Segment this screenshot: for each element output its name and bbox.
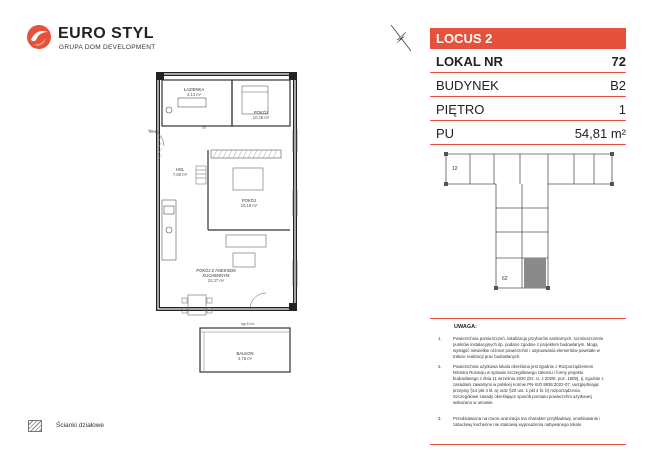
hg-mark: hg=10 m [241,322,255,326]
info-label: PU [436,126,455,141]
room-area-hall: 7,86 m² [172,172,188,177]
note-text: Powierzchnia użytkowa lokalu określona jest zgodnie z Rozporządzeniem Ministra Rozwoju w sprawie szczegółowego zakresu i formy projektu budowlanego z dnia 11 września 2020 (Dz. U. z 2020r. poz. 1609), tj. zgodnie z zasadami zawartymi w polskiej normie PN-ISO 9836:2022-07, uwzględniając przepisy §14 pkt 4 lit. a) oraz §20 ust. 1 pkt 4 lit. b) rozporządzenia. Szczegółowe zasady określające sposób pomiaru powierzchni użytkowej wskazano w umowie. [453,364,604,405]
notes-divider-bottom [430,444,626,445]
room-label-bathroom: ŁAZIENKA [183,87,205,92]
info-value: B2 [610,78,626,93]
key-plan-number: 12 [452,166,458,172]
floor-plan-drawing [138,70,313,376]
hn-mark: hn=1m [149,130,160,134]
hatch-swatch-icon [28,420,42,432]
legend [28,420,228,434]
room-label-bedroom-middle: POKÓJ [241,198,257,203]
info-value: 72 [611,54,626,69]
highlighted-unit [524,258,546,288]
legend-label: Ścianki działowe [56,422,105,429]
notes-divider-top [430,318,626,319]
info-row-floor [430,98,626,121]
note-text: Przedstawiona na rzucie aranżacja ma charakter przykładowy, umeblowanie i zabudowy kuchenne nie stanowią wyposażenia nabywanego lokalu [453,416,601,427]
room-area-bathroom: 4,14 m² [186,92,202,97]
room-label-bedroom-top: POKÓJ [253,110,269,115]
notes-title: UWAGA: [454,324,477,330]
building-key-plan [436,140,624,300]
brand-logo [26,24,166,54]
note-number: 3. [438,416,442,421]
info-row-unit [430,50,626,73]
floor-plan [138,70,313,376]
euro-styl-logo-icon [26,24,52,50]
info-value: 1 [618,102,626,117]
room-area-living-kitchen: 22,37 m² [207,278,225,283]
door-mark: 70 [202,126,206,130]
info-label: PIĘTRO [436,102,485,117]
room-area-bedroom-middle: 10,19 m² [240,203,258,208]
info-value: 54,81 m² [574,126,626,141]
info-label: BUDYNEK [436,78,499,93]
info-row-building [430,74,626,97]
room-area-bedroom-top: 10,25 m² [252,115,270,120]
note-number: 2. [438,364,442,369]
room-label-living-kitchen-line2: KUCHENNYM [202,273,230,278]
note-number: 1. [438,336,442,341]
room-label-balcony: BALKON [236,351,254,356]
project-header [430,28,626,49]
key-plan-drawing [436,140,624,300]
room-label-hall: HOL [175,167,185,172]
project-name: LOCUS 2 [436,31,493,46]
key-plan-number: 62 [502,276,508,282]
info-label: LOKAL NR [436,54,503,69]
brand-subtitle: GRUPA DOM DEVELOPMENT [59,44,156,51]
notes-section [430,318,626,448]
brand-name: EURO STYL [58,25,155,42]
room-label-living-kitchen: POKÓJ Z ANEKSEM [196,268,236,273]
north-compass-icon [388,24,414,52]
room-area-balcony: 4,76 m² [237,356,253,361]
note-text: Powierzchnia pomieszczeń, lokalizacja przyborów sanitarnych, rozmieszczenie punktów instalacyjnych itp. podano zgodnie z projektem budowlanym. Mogą wystąpić niewielkie różnice powierzchni i usytuowania elementów powstałe w trakcie realizacji prac budowlanych. [453,336,604,359]
